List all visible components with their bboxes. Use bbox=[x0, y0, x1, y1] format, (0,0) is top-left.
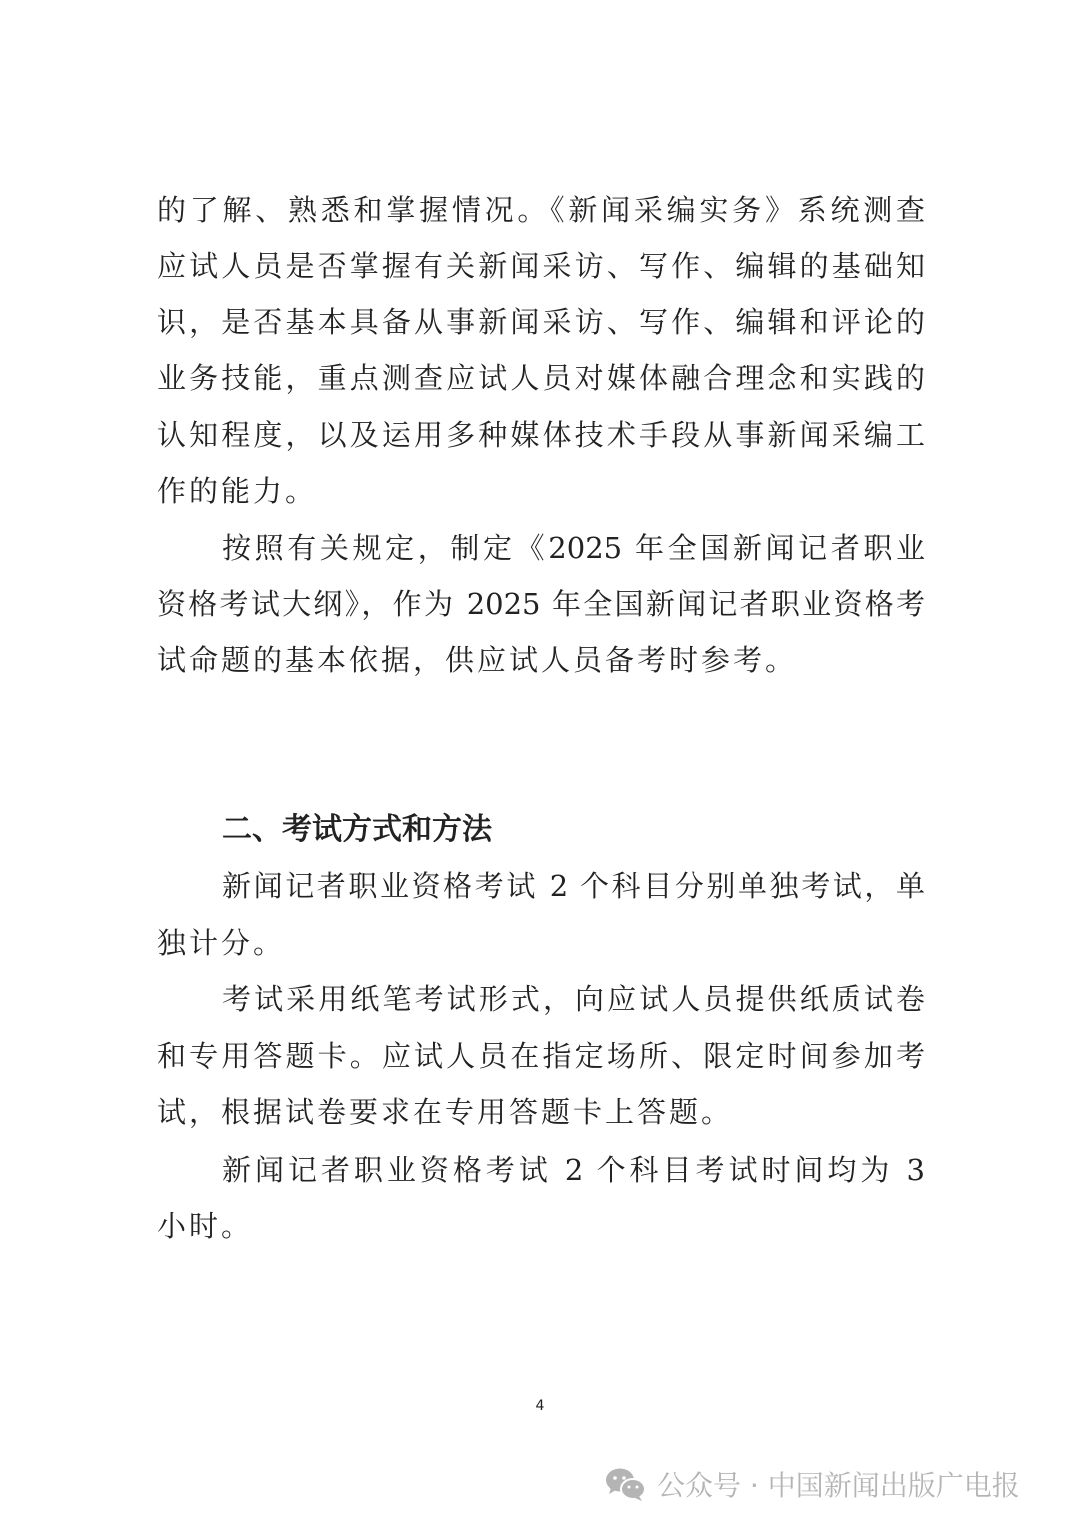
watermark bbox=[605, 1464, 1020, 1504]
text-line: 独计分。 bbox=[157, 926, 286, 960]
wechat-icon bbox=[605, 1467, 647, 1501]
text-line: 应试人员是否掌握有关新闻采访、写作、编辑的基础知 bbox=[157, 249, 925, 283]
text-line: 考试采用纸笔考试形式，向应试人员提供纸质试卷 bbox=[222, 982, 925, 1016]
text-line: 的了解、熟悉和掌握情况。《新闻采编实务》系统测查 bbox=[157, 193, 925, 227]
text-line: 按照有关规定，制定《2025 年全国新闻记者职业 bbox=[222, 531, 925, 565]
text-line: 认知程度，以及运用多种媒体技术手段从事新闻采编工 bbox=[157, 418, 925, 452]
page-number: 4 bbox=[535, 1398, 545, 1414]
text-line: 识，是否基本具备从事新闻采访、写作、编辑和评论的 bbox=[157, 305, 925, 339]
text-line: 新闻记者职业资格考试 2 个科目考试时间均为 3 bbox=[222, 1153, 925, 1187]
section-heading: 二、考试方式和方法 bbox=[222, 812, 492, 847]
text-line: 和专用答题卡。应试人员在指定场所、限定时间参加考 bbox=[157, 1039, 925, 1073]
text-line: 资格考试大纲》，作为 2025 年全国新闻记者职业资格考 bbox=[157, 587, 925, 621]
watermark-text: 公众号 · 中国新闻出版广电报 bbox=[657, 1469, 1020, 1502]
text-line: 业务技能，重点测查应试人员对媒体融合理念和实践的 bbox=[157, 361, 925, 395]
text-line: 新闻记者职业资格考试 2 个科目分别单独考试，单 bbox=[222, 869, 925, 903]
text-line: 试命题的基本依据，供应试人员备考时参考。 bbox=[157, 643, 798, 677]
text-line: 试，根据试卷要求在专用答题卡上答题。 bbox=[157, 1095, 734, 1129]
text-line: 小时。 bbox=[157, 1209, 254, 1243]
text-line: 作的能力。 bbox=[157, 474, 318, 508]
